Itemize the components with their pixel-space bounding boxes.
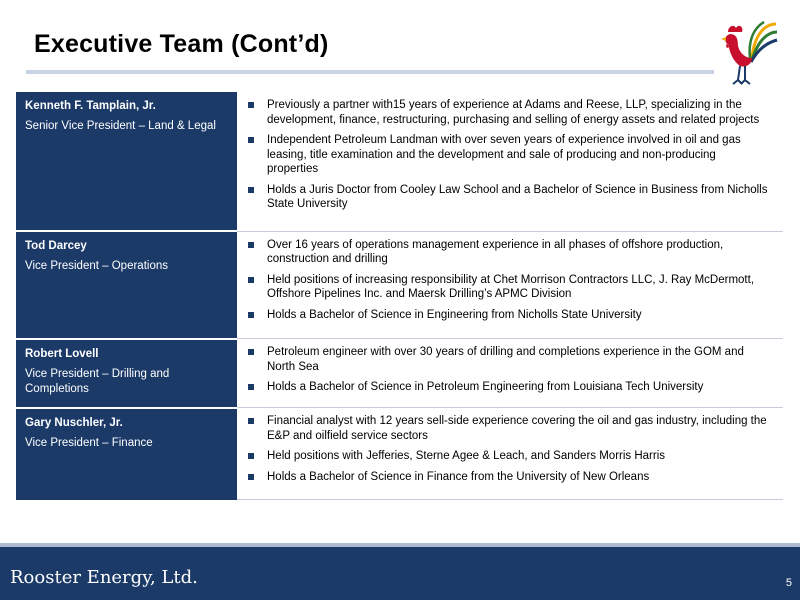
square-bullet-icon xyxy=(248,453,254,459)
square-bullet-icon xyxy=(248,418,254,424)
name-cell xyxy=(16,231,237,339)
name-cell xyxy=(16,408,237,500)
square-bullet-icon xyxy=(248,474,254,480)
title-divider xyxy=(26,70,714,74)
list-item: Petroleum engineer with over 30 years of drilling and completions experience in the GOM and North Sea xyxy=(245,345,769,374)
page-title: Executive Team (Cont’d) xyxy=(34,30,329,58)
person-role: Vice President – Finance xyxy=(25,436,153,449)
list-item: Holds a Bachelor of Science in Petroleum Engineering from Louisiana Tech University xyxy=(245,380,769,395)
list-item: Previously a partner with15 years of experience at Adams and Reese, LLP, specializing in the development, finance, restructuring, purchasing and selling of energy assets and related projects xyxy=(245,98,769,127)
detail-cell xyxy=(237,231,783,339)
name-cell xyxy=(16,92,237,231)
square-bullet-icon xyxy=(248,102,254,108)
table-row xyxy=(16,92,783,231)
square-bullet-icon xyxy=(248,384,254,390)
person-name: Robert Lovell xyxy=(25,347,99,360)
person-role: Senior Vice President – Land & Legal xyxy=(25,120,216,132)
bullet-list xyxy=(245,98,769,212)
bullet-list xyxy=(245,414,769,484)
person-name: Kenneth F. Tamplain, Jr. xyxy=(25,100,156,112)
detail-cell xyxy=(237,339,783,408)
table-row xyxy=(16,231,783,339)
name-cell xyxy=(16,339,237,408)
list-item: Held positions of increasing responsibility at Chet Morrison Contractors LLC, J. Ray McDermott, Offshore Pipelines Inc. and Maersk Drilling’s APMC Division xyxy=(245,273,769,302)
table-row xyxy=(16,408,783,500)
square-bullet-icon xyxy=(248,137,254,143)
square-bullet-icon xyxy=(248,277,254,283)
square-bullet-icon xyxy=(248,312,254,318)
square-bullet-icon xyxy=(248,187,254,193)
executive-team-table xyxy=(16,92,783,500)
list-item: Independent Petroleum Landman with over seven years of experience involved in oil and gas leasing, title examination and the development and sale of producing and non-producing properties xyxy=(245,133,769,177)
bullet-list xyxy=(245,238,769,323)
detail-cell xyxy=(237,408,783,500)
company-name: Rooster Energy, Ltd. xyxy=(10,567,198,588)
person-role: Vice President – Drilling and Completions xyxy=(25,367,170,395)
person-name: Tod Darcey xyxy=(25,240,87,253)
detail-cell xyxy=(237,92,783,231)
bullet-list xyxy=(245,345,769,395)
square-bullet-icon xyxy=(248,349,254,355)
person-role: Vice President – Operations xyxy=(25,260,168,273)
list-item: Held positions with Jefferies, Sterne Agee & Leach, and Sanders Morris Harris xyxy=(245,449,769,464)
rooster-logo-icon xyxy=(718,18,778,88)
footer-bar xyxy=(0,543,800,600)
list-item: Holds a Bachelor of Science in Engineering from Nicholls State University xyxy=(245,308,769,323)
list-item: Holds a Juris Doctor from Cooley Law School and a Bachelor of Science in Business from Nicholls State University xyxy=(245,183,769,212)
square-bullet-icon xyxy=(248,242,254,248)
person-name: Gary Nuschler, Jr. xyxy=(25,416,123,429)
page-number: 5 xyxy=(785,577,792,589)
table-row xyxy=(16,339,783,408)
list-item: Over 16 years of operations management experience in all phases of offshore production, construction and drilling xyxy=(245,238,769,267)
list-item: Financial analyst with 12 years sell-side experience covering the oil and gas industry, including the E&P and oilfield service sectors xyxy=(245,414,769,443)
list-item: Holds a Bachelor of Science in Finance from the University of New Orleans xyxy=(245,470,769,485)
